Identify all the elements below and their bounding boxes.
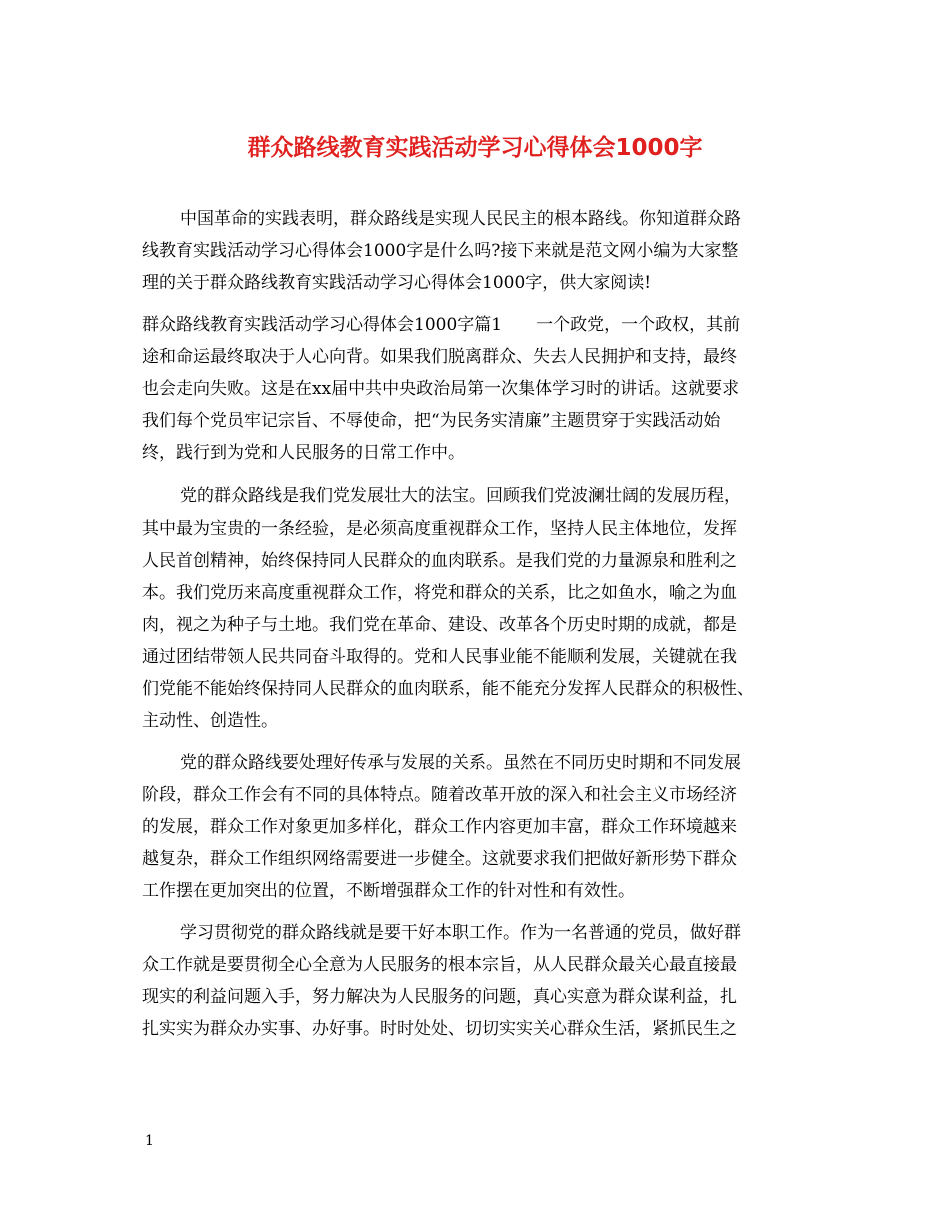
body-line: 终，践行到为党和人民服务的日常工作中。 <box>142 443 465 463</box>
body-line: 现实的利益问题入手，努力解决为人民服务的问题，真心实意为群众谋利益，扎 <box>142 987 737 1007</box>
body-line: 主动性、创造性。 <box>142 711 278 731</box>
body-line: 我们每个党员牢记宗旨、不辱使命，把“为民务实清廉”主题贯穿于实践活动始 <box>142 411 721 431</box>
body-line: 其中最为宝贵的一条经验，是必须高度重视群众工作，坚持人民主体地位，发挥 <box>142 519 737 539</box>
body-line: 群众路线教育实践活动学习心得体会1000字篇1 一个政党，一个政权，其前 <box>142 315 741 335</box>
body-line: 肉，视之为种子与土地。我们党在革命、建设、改革各个历史时期的成就，都是 <box>142 615 737 635</box>
page-number: 1 <box>145 1133 154 1149</box>
body-line: 本。我们党历来高度重视群众工作，将党和群众的关系，比之如鱼水，喻之为血 <box>142 583 737 603</box>
body-line: 人民首创精神，始终保持同人民群众的血肉联系。是我们党的力量源泉和胜利之 <box>142 551 737 571</box>
body-line: 扎实实为群众办实事、办好事。时时处处、切切实实关心群众生活，紧抓民生之 <box>142 1019 737 1039</box>
document-title: 群众路线教育实践活动学习心得体会1000字 <box>247 135 703 161</box>
body-line: 通过团结带领人民共同奋斗取得的。党和人民事业能不能顺利发展，关键就在我 <box>142 647 737 667</box>
body-line: 党的群众路线是我们党发展壮大的法宝。回顾我们党波澜壮阔的发展历程， <box>180 486 741 506</box>
body-line: 的发展，群众工作对象更加多样化，群众工作内容更加丰富，群众工作环境越来 <box>142 817 737 837</box>
body-line: 阶段，群众工作会有不同的具体特点。随着改革开放的深入和社会主义市场经济 <box>142 785 737 805</box>
body-line: 越复杂，群众工作组织网络需要进一步健全。这就要求我们把做好新形势下群众 <box>142 849 737 869</box>
body-line: 线教育实践活动学习心得体会1000字是什么吗?接下来就是范文网小编为大家整 <box>142 241 739 261</box>
body-line: 中国革命的实践表明，群众路线是实现人民民主的根本路线。你知道群众路 <box>180 209 741 229</box>
body-line: 们党能不能始终保持同人民群众的血肉联系，能不能充分发挥人民群众的积极性、 <box>142 679 754 699</box>
body-line: 理的关于群众路线教育实践活动学习心得体会1000字，供大家阅读! <box>142 273 652 293</box>
body-line: 学习贯彻党的群众路线就是要干好本职工作。作为一名普通的党员，做好群 <box>180 923 741 943</box>
body-line: 途和命运最终取决于人心向背。如果我们脱离群众、失去人民拥护和支持，最终 <box>142 347 737 367</box>
body-line: 工作摆在更加突出的位置，不断增强群众工作的针对性和有效性。 <box>142 881 635 901</box>
body-line: 众工作就是要贯彻全心全意为人民服务的根本宗旨，从人民群众最关心最直接最 <box>142 955 737 975</box>
body-line: 也会走向失败。这是在xx届中共中央政治局第一次集体学习时的讲话。这就要求 <box>142 379 740 399</box>
body-line: 党的群众路线要处理好传承与发展的关系。虽然在不同历史时期和不同发展 <box>180 753 741 773</box>
